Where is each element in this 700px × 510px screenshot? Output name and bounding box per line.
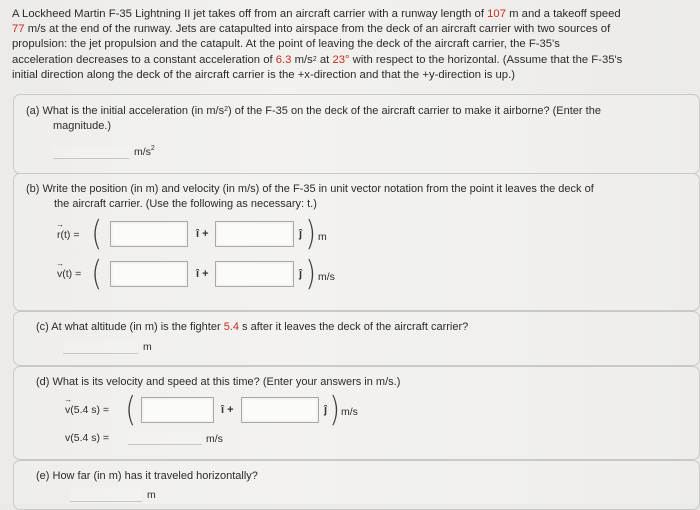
intro-text: at <box>316 53 333 66</box>
acceleration-value: 6.3 <box>275 53 292 66</box>
part-e-unit: m <box>147 489 156 501</box>
position-label: → r(t) = <box>57 229 79 241</box>
part-c-answer-input[interactable] <box>63 341 138 354</box>
part-e-question: (e) How far (in m) has it traveled horizontally? <box>36 470 258 482</box>
velocity-at-time-x-input[interactable] <box>141 397 214 423</box>
part-c-text: s after it leaves the deck of the aircraft carrier? <box>238 321 469 333</box>
problem-statement: A Lockheed Martin F-35 Lightning II jet takes off from an aircraft carrier with a runway length of 107 m and a takeoff speed 77 m/s at the end of the runway. Jets are catapulted into airspace from the deck of an aircraft carrier with two sources of propulsion: the jet propulsion and the catapult. At the point of leaving the deck of the aircraft carrier, the F-35's acceleration decreases to a constant acceleration of 6.3 $m/s^2$ at 23° with respect to the horizontal. (Assume that the F-35's initial direction along the deck of the aircraft carrier is the +x-direction and that the +y-direction is up.) <box>12 8 623 81</box>
part-c-text: (c) At what altitude (in m) is the fighter <box>36 321 224 333</box>
part-e-answer-input[interactable] <box>70 489 142 502</box>
time-value: 5.4 <box>223 321 239 333</box>
runway-length-value: 107 <box>487 8 506 20</box>
open-paren: ( <box>91 254 102 294</box>
part-b-text: (b) Write the position (in m) and velocity (in m/s) of the F-35 in unit vector notation from the point it leaves the deck of <box>26 183 594 195</box>
i-hat-label: î + <box>196 228 209 240</box>
part-b-question <box>26 182 691 211</box>
velocity-unit: m/s <box>318 271 335 283</box>
speed-unit: m/s <box>206 433 223 445</box>
part-a-unit: $m/s^2$ <box>134 145 155 158</box>
close-paren: ) <box>329 390 340 430</box>
speed-answer-input[interactable] <box>128 432 202 445</box>
position-y-input[interactable] <box>215 221 294 247</box>
position-unit: m <box>318 231 327 243</box>
intro-text: m/s <box>291 53 313 66</box>
angle-value: 23° <box>332 53 350 66</box>
i-hat-label: î + <box>196 268 209 280</box>
intro-text: initial direction along the deck of the aircraft carrier is the +x-direction and that the +y-direction is up.) <box>12 68 515 81</box>
intro-text: with respect to the horizontal. (Assume that the F-35's <box>349 53 623 66</box>
velocity-at-time-y-input[interactable] <box>241 397 319 423</box>
i-hat-label: î + <box>221 404 234 416</box>
intro-text: m/s at the end of the runway. Jets are catapulted into airspace from the deck of an aircraft carrier with two sources of <box>24 23 611 36</box>
velocity-at-time-label: → v(5.4 s) = <box>65 404 109 416</box>
intro-text: propulsion: the jet propulsion and the catapult. At the point of leaving the deck of the aircraft carrier, the F-35's <box>12 38 560 51</box>
part-a-answer-input[interactable] <box>53 146 129 159</box>
intro-text: A Lockheed Martin F-35 Lightning II jet takes off from an aircraft carrier with a runway length of <box>12 8 488 20</box>
part-d-question: (d) What is its velocity and speed at this time? (Enter your answers in m/s.) <box>36 376 401 388</box>
intro-text: m and a takeoff speed <box>505 8 621 20</box>
position-x-input[interactable] <box>110 221 188 247</box>
j-hat-label: ĵ <box>324 404 328 416</box>
part-c-unit: m <box>143 341 152 353</box>
close-paren: ) <box>305 254 316 294</box>
part-e-section <box>13 460 700 510</box>
j-hat-label: ĵ <box>299 268 303 280</box>
velocity-x-input[interactable] <box>110 261 188 287</box>
close-paren: ) <box>305 214 316 254</box>
j-hat-label: ĵ <box>299 228 303 240</box>
velocity-label: → v(t) = <box>57 268 81 280</box>
part-a-text: (a) What is the initial acceleration (in m/s <box>26 105 225 117</box>
part-b-text: the aircraft carrier. (Use the following as necessary: t.) <box>54 197 317 210</box>
open-paren: ( <box>91 214 102 254</box>
speed-label: v(5.4 s) = <box>65 432 110 444</box>
intro-text: acceleration decreases to a constant acceleration of <box>12 53 276 66</box>
part-a-question: (a) What is the initial acceleration (in $m/s^2$) of the F-35 on the deck of the aircraft carrier to make it airborne? (Enter the magnitude.) <box>26 105 601 132</box>
part-a-text: ) of the F-35 on the deck of the aircraft carrier to make it airborne? (Enter the <box>227 105 601 117</box>
open-paren: ( <box>125 390 136 430</box>
takeoff-speed-value: 77 <box>12 23 25 36</box>
velocity-y-input[interactable] <box>215 261 294 287</box>
part-a-text: magnitude.) <box>53 119 112 132</box>
part-c-question <box>36 320 686 335</box>
velocity-at-time-unit: m/s <box>341 406 358 418</box>
